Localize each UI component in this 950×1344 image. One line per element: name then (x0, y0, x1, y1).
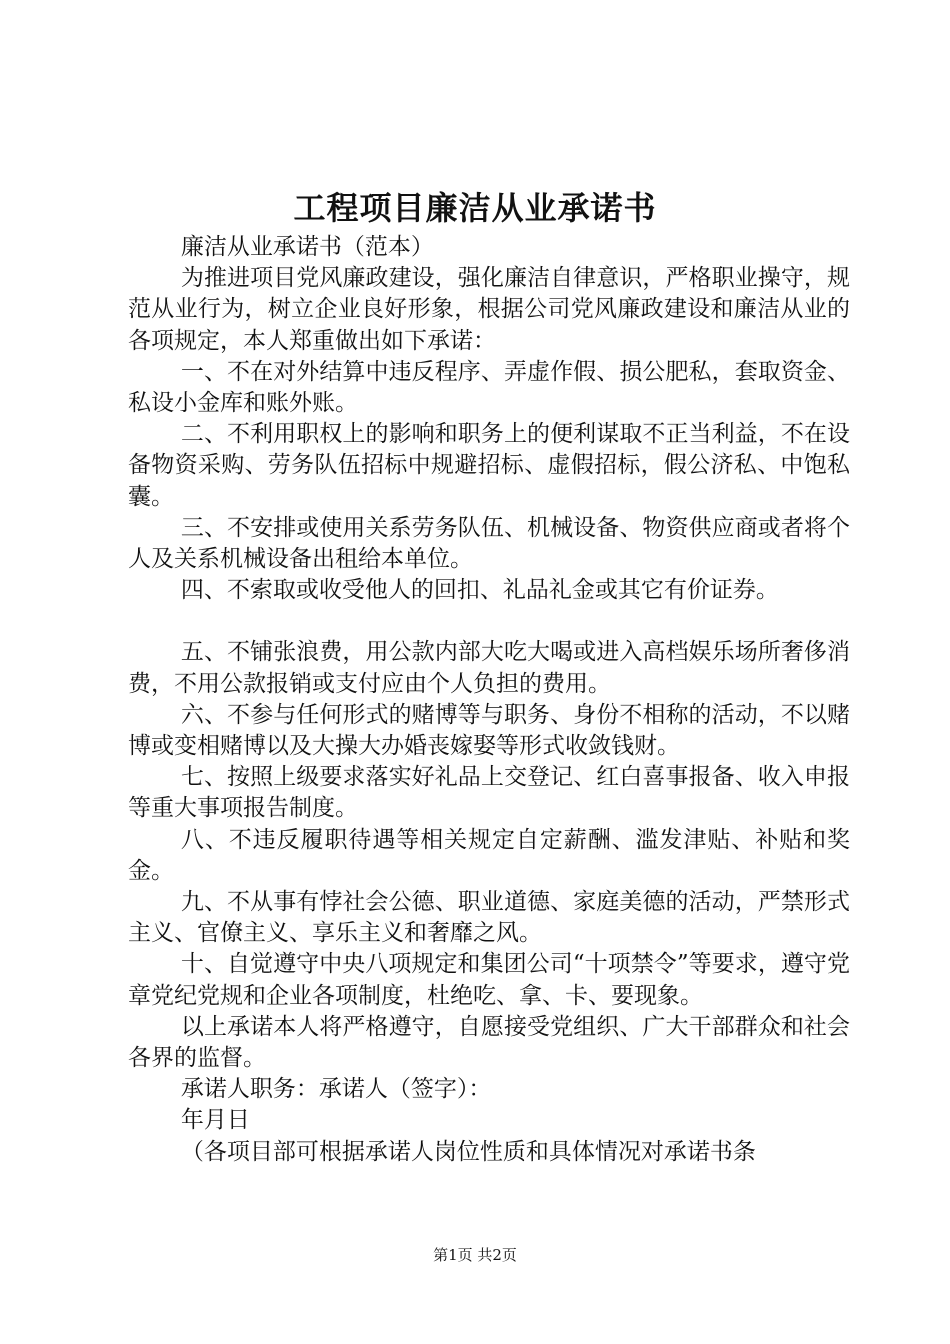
paragraph-note: （各项目部可根据承诺人岗位性质和具体情况对承诺书条 (180, 1138, 756, 1165)
paragraph-item-5: 五、不铺张浪费，用公款内部大吃大喝或进入高档娱乐场所奢侈消费，不用公款报销或支付应由个人负担的费用。 (128, 639, 850, 697)
paragraph-intro: 为推进项目党风廉政建设，强化廉洁自律意识，严格职业操守，规范从业行为，树立企业良好形象，根据公司党风廉政建设和廉洁从业的各项规定，本人郑重做出如下承诺： (128, 265, 850, 354)
blank-line (128, 606, 850, 637)
paragraph-item-8: 八、不违反履职待遇等相关规定自定薪酬、滥发津贴、补贴和奖金。 (128, 826, 850, 884)
date-line: 年月日 (180, 1107, 250, 1134)
paragraph-item-4: 四、不索取或收受他人的回扣、礼品礼金或其它有价证券。 (180, 577, 779, 604)
signature-line: 承诺人职务：承诺人（签字）： (180, 1076, 492, 1103)
paragraph-item-7: 七、按照上级要求落实好礼品上交登记、红白喜事报备、收入申报等重大事项报告制度。 (128, 764, 850, 822)
paragraph-item-6: 六、不参与任何形式的赌博等与职务、身份不相称的活动，不以赌博或变相赌博以及大操大办婚丧嫁娶等形式收敛钱财。 (128, 701, 850, 760)
paragraph-item-3: 三、不安排或使用关系劳务队伍、机械设备、物资供应商或者将个人及关系机械设备出租给本单位。 (128, 514, 850, 573)
paragraph-closing: 以上承诺本人将严格遵守，自愿接受党组织、广大干部群众和社会各界的监督。 (128, 1013, 850, 1072)
paragraph-item-1: 一、不在对外结算中违反程序、弄虚作假、损公肥私，套取资金、私设小金库和账外账。 (128, 358, 850, 417)
document-title: 工程项目廉洁从业承诺书 (293, 189, 657, 227)
paragraph-item-10: 十、自觉遵守中央八项规定和集团公司“十项禁令”等要求，遵守党章党纪党规和企业各项制度，杜绝吃、拿、卡、要现象。 (128, 951, 850, 1009)
document-body (128, 232, 850, 1168)
paragraph-item-2: 二、不利用职权上的影响和职务上的便利谋取不正当利益，不在设备物资采购、劳务队伍招标中规避招标、虚假招标，假公济私、中饱私囊。 (128, 421, 850, 510)
paragraph-item-9: 九、不从事有悖社会公德、职业道德、家庭美德的活动，严禁形式主义、官僚主义、享乐主义和奢靡之风。 (128, 889, 850, 947)
paragraph-subtitle: 廉洁从业承诺书（范本） (180, 234, 434, 260)
page-footer: 第1页 共2页 (433, 1246, 517, 1264)
